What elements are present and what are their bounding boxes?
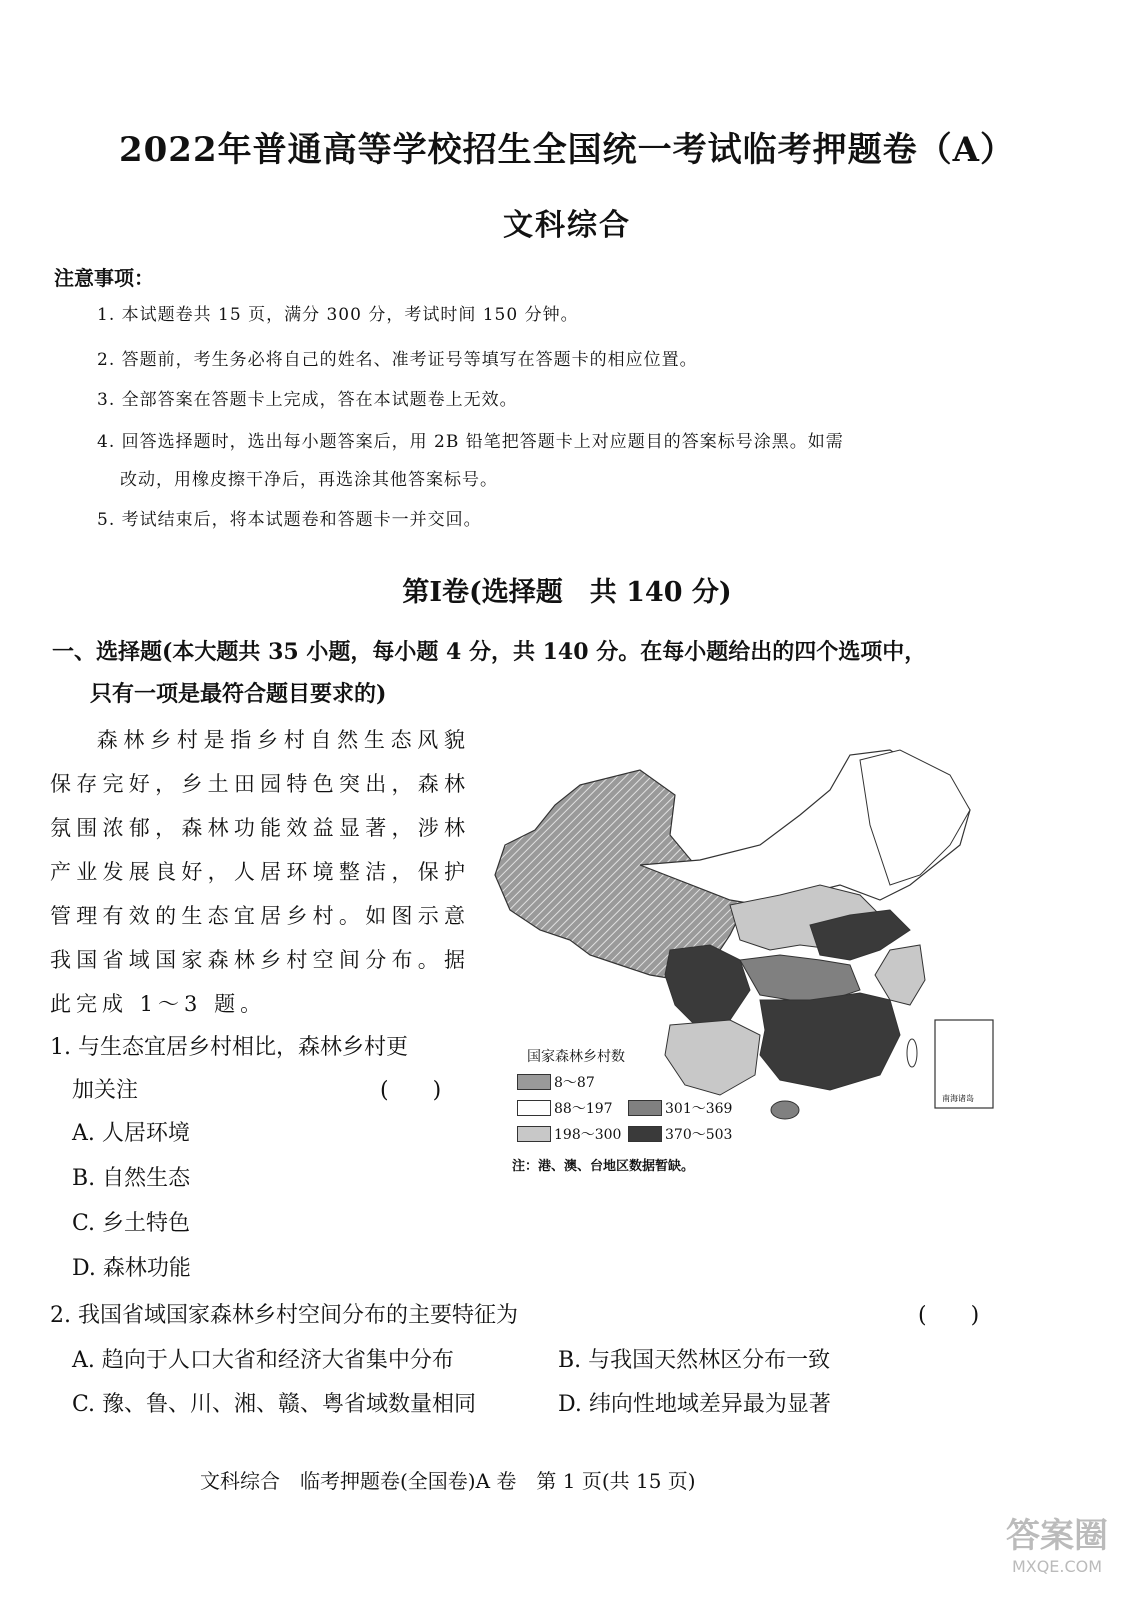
watermark (1006, 1508, 1108, 1576)
legend-label: 198～300 (554, 1127, 622, 1143)
watermark-logo: 答案圈 (1006, 1516, 1108, 1556)
notice-item: 2. 答题前，考生务必将自己的姓名、准考证号等填写在答题卡的相应位置。 (97, 350, 698, 370)
part-instruction: 一、选择题(本大题共 35 小题，每小题 4 分，共 140 分。在每小题给出的四个选项中， (52, 639, 927, 665)
question-1-stem-cont: 加关注 (72, 1078, 139, 1103)
inset-label: 南海诸岛 (942, 1094, 974, 1103)
question-1-stem: 1. 与生态宜居乡村相比，森林乡村更 (50, 1035, 408, 1060)
legend-title: 国家森林乡村数 (527, 1049, 625, 1065)
answer-blank: ( ) (380, 1078, 442, 1103)
legend-swatch (517, 1074, 551, 1090)
page-footer: 文科综合 临考押题卷(全国卷)A 卷 第 1 页(共 15 页) (200, 1469, 696, 1493)
exam-title: 2022年普通高等学校招生全国统一考试临考押题卷（A） (118, 130, 1015, 170)
region-east-coast (875, 945, 925, 1005)
map-note: 注：港、澳、台地区数据暂缺。 (512, 1159, 695, 1174)
section-title: 第Ⅰ卷(选择题 共 140 分) (402, 577, 732, 608)
part-instruction-cont: 只有一项是最符合题目要求的) (90, 681, 387, 707)
subject-title: 文科综合 (503, 208, 631, 243)
legend-label: 8～87 (554, 1075, 595, 1091)
option-c: C. 乡土特色 (72, 1211, 191, 1236)
region-hubei (740, 955, 860, 1000)
legend-label: 370～503 (665, 1127, 733, 1143)
option-d: D. 森林功能 (72, 1256, 191, 1281)
question-2-stem: 2. 我国省域国家森林乡村空间分布的主要特征为 (50, 1303, 518, 1328)
passage-text: 森林乡村是指乡村自然生态风貌保存完好，乡土田园特色突出，森林氛围浓郁，森林功能效益显著，涉林产业发展良好，人居环境整洁，保护管理有效的生态宜居乡村。如图示意我国省域国家森林乡村空间分布。据此完成 1～3 题。 (50, 728, 470, 1016)
legend-swatch (628, 1100, 662, 1116)
answer-blank: ( ) (918, 1303, 980, 1328)
region-south (760, 993, 900, 1090)
legend-label: 301～369 (665, 1101, 733, 1117)
legend-swatch (517, 1100, 551, 1116)
option-b: B. 与我国天然林区分布一致 (558, 1348, 831, 1373)
legend-swatch (517, 1126, 551, 1142)
option-b: B. 自然生态 (72, 1166, 191, 1191)
option-a: A. 人居环境 (72, 1121, 190, 1146)
legend-swatch (628, 1126, 662, 1142)
notice-item: 4. 回答选择题时，选出每小题答案后，用 2B 铅笔把答题卡上对应题目的答案标号涂黑。如需 (97, 432, 844, 452)
region-yunnan (665, 1020, 760, 1095)
region-hainan (771, 1101, 799, 1119)
region-taiwan (907, 1039, 917, 1067)
option-a: A. 趋向于人口大省和经济大省集中分布 (72, 1348, 454, 1373)
legend-label: 88～197 (554, 1101, 613, 1117)
notice-heading: 注意事项： (54, 266, 154, 290)
watermark-url: MXQE.COM (1011, 1557, 1103, 1576)
notice-item: 3. 全部答案在答题卡上完成，答在本试题卷上无效。 (97, 390, 518, 410)
option-c: C. 豫、鲁、川、湘、赣、粤省域数量相同 (72, 1392, 477, 1417)
region-sichuan (665, 945, 750, 1025)
notice-item: 1. 本试题卷共 15 页，满分 300 分，考试时间 150 分钟。 (97, 305, 579, 325)
notice-item: 5. 考试结束后，将本试题卷和答题卡一并交回。 (97, 510, 482, 530)
passage (50, 718, 470, 1026)
notice-item: 改动，用橡皮擦干净后，再选涂其他答案标号。 (120, 470, 498, 490)
option-d: D. 纬向性地域差异最为显著 (558, 1392, 831, 1417)
